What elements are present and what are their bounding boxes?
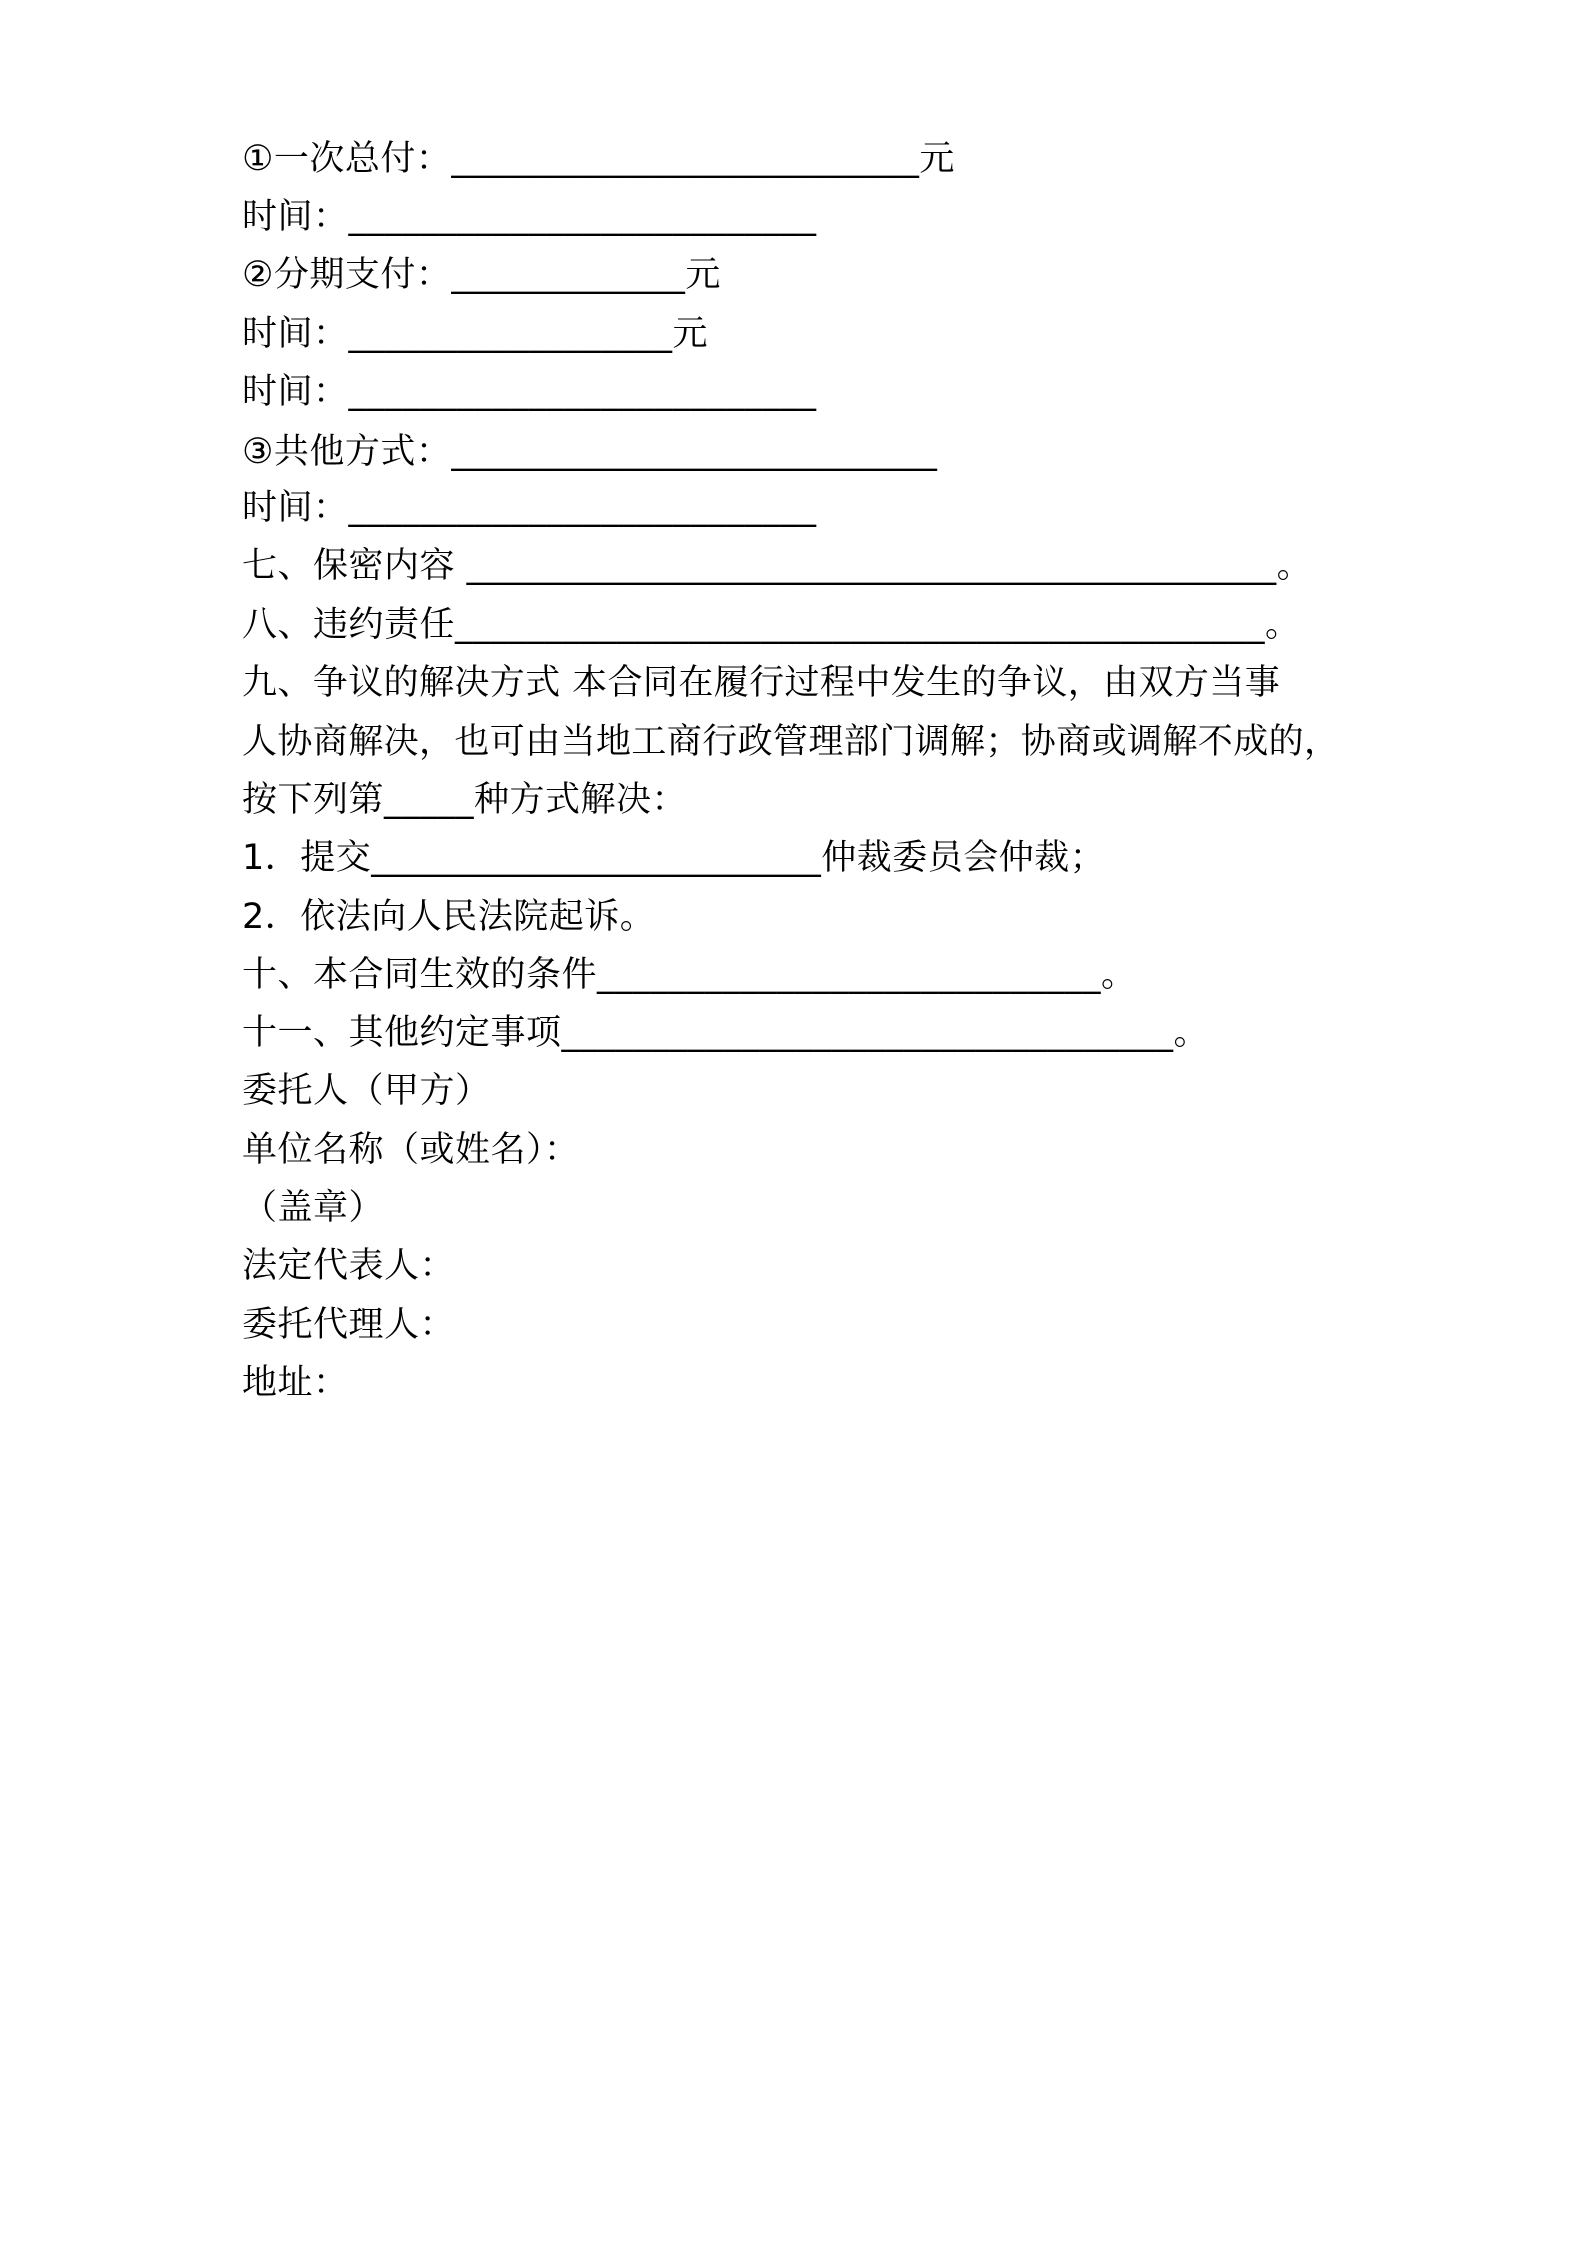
section-9-line-1: 九、争议的解决方式 本合同在履行过程中发生的争议，由双方当事 [242,663,1281,703]
section-9-item-2: 2．依法向人民法院起诉。 [242,897,656,937]
signature-legal-rep: 法定代表人： [242,1246,456,1286]
section-7-confidentiality: 七、保密内容 _____________________________________________。 [242,546,1313,586]
section-10-effective-conditions: 十、本合同生效的条件____________________________。 [242,955,1137,995]
signature-agent: 委托代理人： [242,1305,456,1345]
signature-party-a: 委托人（甲方） [242,1071,491,1111]
payment-other: ③共他方式：___________________________ [242,432,938,472]
section-9-line-2: 人协商解决，也可由当地工商行政管理部门调解；协商或调解不成的， [242,722,1340,762]
signature-seal: （盖章） [242,1188,385,1228]
payment-installment-time-1: 时间：__________________元 [242,314,709,354]
payment-lump-sum: ①一次总付：__________________________元 [242,139,955,179]
section-9-item-1: 1．提交_________________________仲裁委员会仲裁； [242,838,1106,878]
signature-unit-name: 单位名称（或姓名）： [242,1130,580,1170]
payment-installment: ②分期支付：_____________元 [242,255,721,295]
section-11-other-matters: 十一、其他约定事项__________________________________。 [242,1013,1210,1053]
payment-other-time: 时间：__________________________ [242,488,817,528]
payment-installment-time-2: 时间：__________________________ [242,372,817,412]
signature-address: 地址： [242,1363,349,1403]
section-8-liability: 八、违约责任_____________________________________________。 [242,605,1301,645]
section-9-line-3: 按下列第_____种方式解决： [242,780,688,820]
payment-lump-sum-time: 时间：__________________________ [242,197,817,237]
